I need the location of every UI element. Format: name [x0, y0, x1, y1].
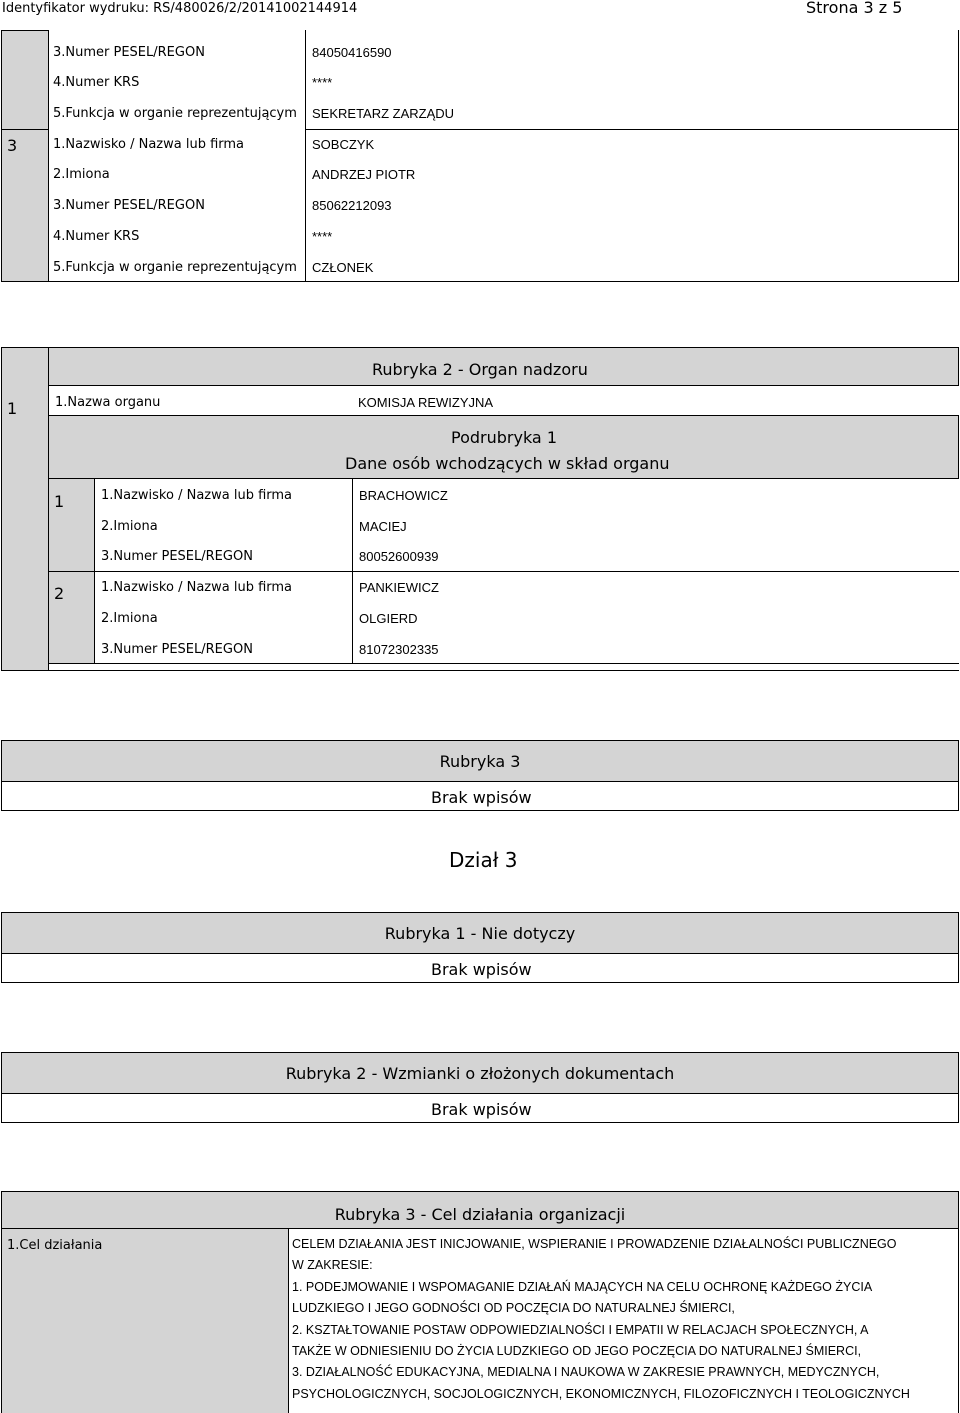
- empty-entries: Brak wpisów: [431, 788, 532, 807]
- field-label: 3.Numer PESEL/REGON: [101, 549, 253, 564]
- field-label: 2.Imiona: [53, 167, 110, 182]
- purpose-line: 2. KSZTAŁTOWANIE POSTAW ODPOWIEDZIALNOŚCI I EMPATII W RELACJACH SPOŁECZNYCH, A: [292, 1322, 869, 1337]
- purpose-line: LUDZKIEGO I JEGO GODNOŚCI OD POCZĘCIA DO NATURALNEJ ŚMIERCI,: [292, 1301, 735, 1316]
- field-value: OLGIERD: [359, 611, 418, 626]
- print-identifier: Identyfikator wydruku: RS/480026/2/20141002144914: [2, 1, 358, 16]
- field-label: 2.Imiona: [101, 611, 158, 626]
- column-divider: [48, 347, 49, 385]
- field-value: SOBCZYK: [312, 137, 375, 152]
- field-value: MACIEJ: [359, 519, 407, 534]
- row-divider: [48, 663, 959, 664]
- dzial-title: Dział 3: [449, 848, 518, 872]
- table-body: [48, 30, 959, 282]
- field-label: 1.Nazwa organu: [55, 395, 161, 410]
- field-label: 2.Imiona: [101, 519, 158, 534]
- field-value: 85062212093: [312, 198, 392, 213]
- field-value: BRACHOWICZ: [359, 488, 448, 503]
- row-index: 1: [7, 399, 18, 418]
- field-value: ****: [312, 229, 333, 244]
- field-label: 4.Numer KRS: [53, 75, 140, 90]
- purpose-line: CELEM DZIAŁANIA JEST INICJOWANIE, WSPIERANIE I PROWADZENIE DZIAŁALNOŚCI PUBLICZNEGO: [292, 1237, 897, 1251]
- field-value: CZŁONEK: [312, 260, 374, 275]
- section-title: Rubryka 2 - Organ nadzoru: [372, 360, 588, 379]
- field-label: 3.Numer PESEL/REGON: [53, 45, 205, 60]
- field-label: 1.Cel działania: [7, 1238, 103, 1253]
- field-value: SEKRETARZ ZARZĄDU: [312, 106, 455, 121]
- purpose-line: TAKŻE W ODNIESIENIU DO ŻYCIA LUDZKIEGO OD JEGO POCZĘCIA DO NATURALNEJ ŚMIERCI,: [292, 1344, 862, 1359]
- field-value: KOMISJA REWIZYJNA: [358, 395, 494, 410]
- empty-entries: Brak wpisów: [431, 1100, 532, 1119]
- rubryka-1-header: Rubryka 1 - Nie dotyczy: [1, 912, 959, 954]
- field-label: 1.Nazwisko / Nazwa lub firma: [53, 137, 245, 152]
- column-divider: [352, 479, 353, 663]
- empty-entries: Brak wpisów: [431, 960, 532, 979]
- member-index: 1: [54, 492, 65, 511]
- purpose-line: PSYCHOLOGICZNYCH, SOCJOLOGICZNYCH, EKONOMICZNYCH, FILOZOFICZNYCH I TEOLOGICZNYCH: [292, 1386, 910, 1401]
- field-value: 80052600939: [359, 549, 439, 564]
- field-value: 84050416590: [312, 45, 392, 60]
- field-label: 3.Numer PESEL/REGON: [101, 642, 253, 657]
- field-value: ANDRZEJ PIOTR: [312, 167, 416, 182]
- field-value: 81072302335: [359, 642, 439, 657]
- field-label: 5.Funkcja w organie reprezentującym: [53, 106, 297, 121]
- purpose-line: W ZAKRESIE:: [292, 1258, 373, 1273]
- purpose-text: [292, 1234, 957, 1405]
- subsection-title: Podrubryka 1: [451, 428, 557, 447]
- page-number: Strona 3 z 5: [806, 0, 903, 17]
- rubryka-3-cel-header: Rubryka 3 - Cel działania organizacji: [1, 1191, 959, 1229]
- row-index: 3: [7, 136, 18, 155]
- field-label: 1.Nazwisko / Nazwa lub firma: [101, 580, 293, 595]
- member-index: 2: [54, 584, 65, 603]
- purpose-line: 1. PODEJMOWANIE I WSPOMAGANIE DZIAŁAŃ MAJĄCYCH NA CELU OCHRONĘ KAŻDEGO ŻYCIA: [292, 1279, 873, 1294]
- subsection-subtitle: Dane osób wchodzących w skład organu: [345, 454, 670, 473]
- purpose-label-cell: [1, 1228, 289, 1413]
- field-label: 4.Numer KRS: [53, 229, 140, 244]
- field-value: ****: [312, 75, 333, 90]
- row-divider: [305, 129, 959, 130]
- column-divider: [305, 30, 306, 282]
- field-label: 3.Numer PESEL/REGON: [53, 198, 205, 213]
- row-divider: [1, 129, 49, 130]
- field-label: 1.Nazwisko / Nazwa lub firma: [101, 488, 293, 503]
- row-divider: [48, 571, 959, 572]
- field-label: 5.Funkcja w organie reprezentującym: [53, 260, 297, 275]
- rubryka-3-header: Rubryka 3: [1, 740, 959, 782]
- row-divider: [48, 670, 959, 671]
- field-value: PANKIEWICZ: [359, 580, 439, 595]
- purpose-line: 3. DZIAŁALNOŚĆ EDUKACYJNA, MEDIALNA I NAUKOWA W ZAKRESIE PRAWNYCH, MEDYCZNYCH,: [292, 1365, 880, 1380]
- rubryka-2-header: Rubryka 2 - Wzmianki o złożonych dokumentach: [1, 1052, 959, 1094]
